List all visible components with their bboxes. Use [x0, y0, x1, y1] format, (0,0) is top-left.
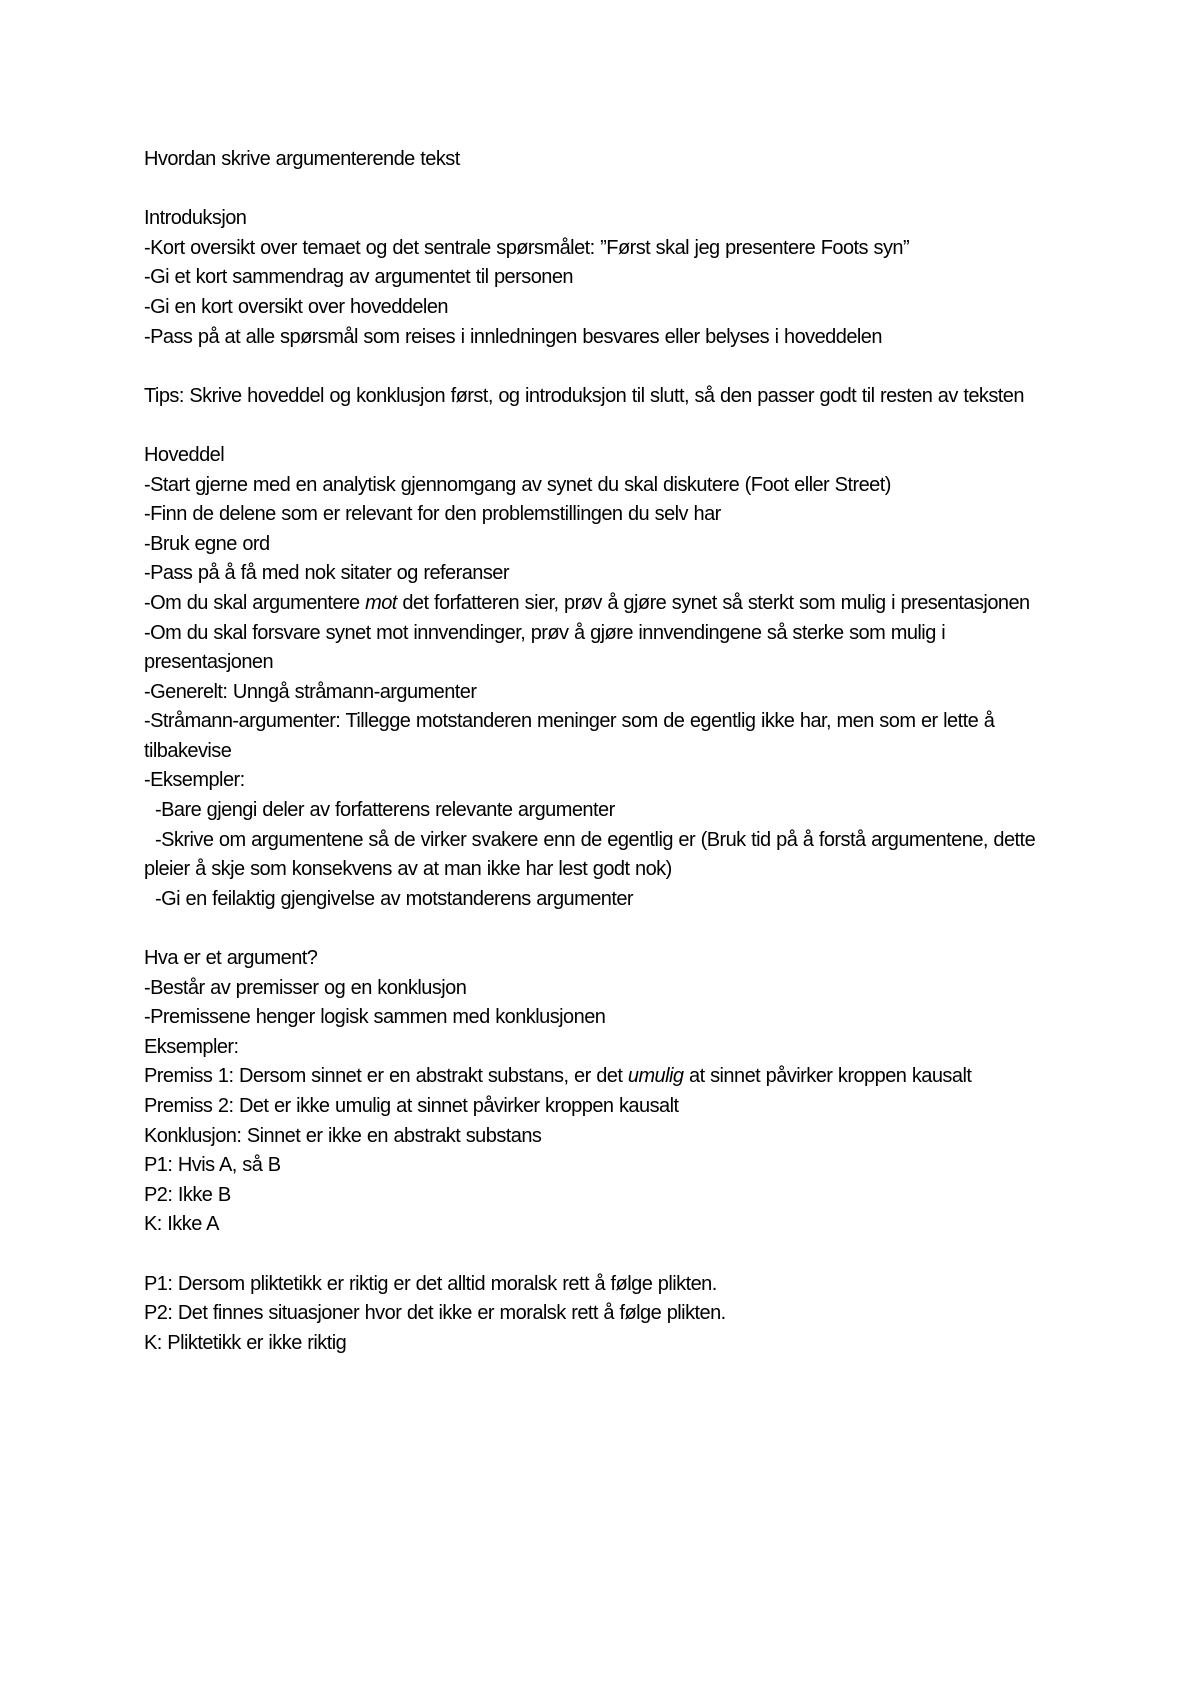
duty-premise-1: P1: Dersom pliktetikk er riktig er det alltid moralsk rett å følge plikten. [144, 1272, 717, 1295]
argument-line: -Består av premisser og en konklusjon [144, 976, 467, 999]
document-title: Hvordan skrive argumenterende tekst [144, 148, 460, 170]
main-line: -Pass på å få med nok sitater og referanser [144, 562, 509, 585]
argument-line: -Premissene henger logisk sammen med konklusjonen [144, 1006, 606, 1029]
text-run: -Bare gjengi deler av forfatterens relevante argumenter [155, 799, 615, 822]
spacer [144, 352, 1074, 382]
schema-line: P1: Hvis A, så B [144, 1154, 281, 1177]
spacer [144, 411, 1074, 441]
duty-premise-2: P2: Det finnes situasjoner hvor det ikke er moralsk rett å følge plikten. [144, 1302, 726, 1325]
main-line: -Eksempler: [144, 769, 245, 792]
spacer [144, 1240, 1074, 1270]
main-line: -Bruk egne ord [144, 532, 270, 555]
text-run: -Gi en feilaktig gjengivelse av motstanderens argumenter [155, 887, 634, 910]
text-run: -Om du skal argumentere [144, 591, 366, 614]
main-line: -Start gjerne med en analytisk gjennomgang av synet du skal diskutere (Foot eller Street) [144, 473, 891, 496]
intro-line: -Gi et kort sammendrag av argumentet til personen [144, 266, 573, 289]
spacer [144, 175, 1074, 205]
main-line: -Om du skal forsvare synet mot innvendinger, prøv å gjøre innvendingene så sterke som mulig i presentasjonen [144, 621, 946, 674]
intro-line: -Pass på at alle spørsmål som reises i innledningen besvares eller belyses i hoveddelen [144, 325, 882, 348]
argument-heading: Hva er et argument? [144, 947, 318, 970]
schema-line: K: Ikke A [144, 1213, 219, 1236]
text-run: -Skrive om argumentene så de virker svakere enn de egentlig er (Bruk tid på å forstå argumentene, dette pleier å skje som konsekvens av at man ikke har lest godt nok) [144, 828, 1036, 881]
main-line: -Generelt: Unngå stråmann-argumenter [144, 680, 477, 703]
conclusion: Konklusjon: Sinnet er ikke en abstrakt substans [144, 1124, 542, 1147]
duty-conclusion: K: Pliktetikk er ikke riktig [144, 1331, 347, 1354]
spacer [144, 914, 1074, 944]
premise-2: Premiss 2: Det er ikke umulig at sinnet påvirker kroppen kausalt [144, 1095, 679, 1117]
emphasis-umulig: umulig [627, 1065, 684, 1088]
schema-line: P2: Ikke B [144, 1183, 231, 1206]
text-run: det forfatteren sier, prøv å gjøre synet så sterkt som mulig i presentasjonen [396, 591, 1030, 614]
example-item [144, 796, 1074, 826]
main-line: -Stråmann-argumenter: Tillegge motstanderen meninger som de egentlig ikke har, men som er lette å tilbakevise [144, 710, 995, 762]
emphasis-mot: mot [365, 591, 397, 614]
tips-paragraph: Tips: Skrive hoveddel og konklusjon først, og introduksjon til slutt, så den passer godt til resten av teksten [144, 384, 1024, 407]
example-item [144, 885, 1074, 915]
intro-heading: Introduksjon [144, 207, 247, 230]
text-run: Premiss 1: Dersom sinnet er en abstrakt substans, er det [144, 1065, 628, 1088]
document-body [144, 145, 1074, 1358]
main-heading: Hoveddel [144, 443, 225, 466]
example-item [144, 826, 1074, 885]
intro-line: -Gi en kort oversikt over hoveddelen [144, 295, 448, 318]
premise-1 [144, 1062, 1074, 1092]
text-run: at sinnet påvirker kroppen kausalt [683, 1065, 972, 1088]
main-line: -Finn de delene som er relevant for den problemstillingen du selv har [144, 503, 721, 526]
main-line [144, 589, 1074, 619]
intro-line: -Kort oversikt over temaet og det sentrale spørsmålet: ”Først skal jeg presentere Foots syn” [144, 236, 910, 259]
argument-line: Eksempler: [144, 1035, 239, 1058]
